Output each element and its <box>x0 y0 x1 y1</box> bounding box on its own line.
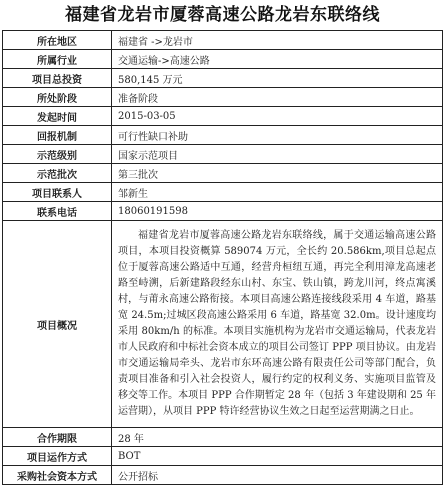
row-value: 邹新生 <box>112 183 443 202</box>
table-row <box>3 202 443 221</box>
overview-row <box>3 221 443 428</box>
overview-cell <box>112 221 443 428</box>
table-row <box>3 145 443 164</box>
row-label: 发起时间 <box>3 107 112 126</box>
page-title: 福建省龙岩市厦蓉高速公路龙岩东联络线 <box>65 5 380 25</box>
table-row <box>3 447 443 466</box>
row-label: 所在地区 <box>3 31 112 50</box>
row-value: 准备阶段 <box>112 88 443 107</box>
row-label: 合作期限 <box>3 428 112 447</box>
table-row <box>3 50 443 69</box>
row-label: 所属行业 <box>3 50 112 69</box>
row-label: 采购社会资本方式 <box>3 466 112 485</box>
table-row <box>3 69 443 88</box>
row-value: 28 年 <box>112 428 443 447</box>
row-value: 交通运输->高速公路 <box>112 50 443 69</box>
row-label: 示范批次 <box>3 164 112 183</box>
row-label: 所处阶段 <box>3 88 112 107</box>
table-row <box>3 164 443 183</box>
row-value: 可行性缺口补助 <box>112 126 443 145</box>
table-row <box>3 428 443 447</box>
row-value: 公开招标 <box>112 466 443 485</box>
overview-label: 项目概况 <box>3 221 112 428</box>
row-value: 580,145 万元 <box>112 69 443 88</box>
row-value: 2015-03-05 <box>112 107 443 126</box>
table-row <box>3 31 443 50</box>
row-label: 项目总投资 <box>3 69 112 88</box>
row-value: 第三批次 <box>112 164 443 183</box>
project-info-table <box>2 30 443 485</box>
row-label: 项目运作方式 <box>3 447 112 466</box>
row-value: 福建省 ->龙岩市 <box>112 31 443 50</box>
row-value: 国家示范项目 <box>112 145 443 164</box>
overview-text: 福建省龙岩市厦蓉高速公路龙岩东联络线，属于交通运输高速公路项目，本项目投资概算 589074 万元，全长约 20.586km,项目总起点位于厦蓉高速公路适中互通，经营舟桓纽互通，再完全利用漳龙高速老路至峙溯，后新建路段经东山村、东宝、铁山镇，跨龙川河，终点寓溪村，与莆永高速公路衔接。本项目高速公路连接线段采用 4 车道，路基宽 24.5m;过城区段高速公路采用 6 车道，路基宽 32.0m。设计速度均采用 80km/h 的标准。本项目实施机构为龙岩市交通运输局，代表龙岩市人民政府和中标社会资本成立的项目公司签订 PPP 项目协议。由龙岩市交通运输局牵头、龙岩市东环高速公路有限责任公司等部门配合，负责项目准备和引入社会投资人，履行约定的权利义务、实施项目监管及移交等工作。本项目 PPP 合作期暂定 28 年（包括 3 年建设期和 25 年运营期），从项目 PPP 特许经营协议生效之日起至运营期满之日止。 <box>118 230 436 417</box>
table-row <box>3 126 443 145</box>
table-row <box>3 88 443 107</box>
table-row <box>3 107 443 126</box>
row-value: 18060191598 <box>112 202 443 221</box>
row-label: 联系电话 <box>3 202 112 221</box>
row-label: 项目联系人 <box>3 183 112 202</box>
row-value: BOT <box>112 447 443 466</box>
table-row <box>3 466 443 485</box>
row-label: 回报机制 <box>3 126 112 145</box>
row-label: 示范级别 <box>3 145 112 164</box>
table-row <box>3 183 443 202</box>
